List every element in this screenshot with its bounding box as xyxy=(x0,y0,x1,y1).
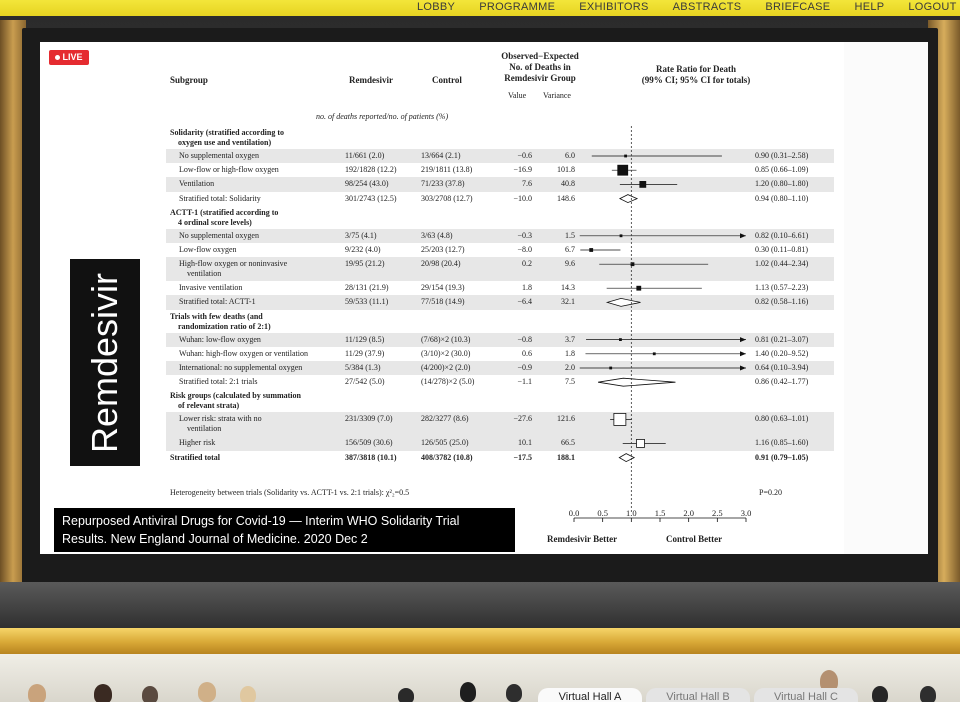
nav-lobby[interactable]: LOBBY xyxy=(417,1,456,13)
heterogeneity-note: Heterogeneity between trials (Solidarity vs. ACTT-1 vs. 2:1 trials): χ²₂=0.5 xyxy=(170,488,410,497)
rate-ratio-ci: 0.94 (0.80–1.10) xyxy=(755,193,809,203)
audience-head xyxy=(398,688,414,702)
variance-value: 121.6 xyxy=(557,414,575,424)
remdesivir-deaths: 28/131 (21.9) xyxy=(345,283,389,293)
remdesivir-deaths: 11/129 (8.5) xyxy=(345,334,385,344)
control-deaths: 219/1811 (13.8) xyxy=(421,165,473,175)
live-dot-icon xyxy=(55,55,60,60)
row-label: Wuhan: low-flow oxygen xyxy=(179,334,261,344)
remdesivir-deaths: 5/384 (1.3) xyxy=(345,363,381,372)
nav-help[interactable]: HELP xyxy=(854,1,885,13)
observed-minus-expected: −8.0 xyxy=(517,245,532,254)
rate-ratio-ci: 0.90 (0.31–2.58) xyxy=(755,151,809,160)
variance-value: 9.6 xyxy=(565,259,575,269)
tab-virtual-hall-b[interactable]: Virtual Hall B xyxy=(646,688,750,702)
variance-value: 40.8 xyxy=(561,179,575,189)
ci-arrowhead xyxy=(740,337,746,342)
rate-ratio-ci: 0.64 (0.10–3.94) xyxy=(755,363,809,372)
remdesivir-deaths: 27/542 (5.0) xyxy=(345,377,385,387)
control-deaths: (14/278)×2 (5.0) xyxy=(421,377,475,387)
rate-ratio-ci: 0.30 (0.11–0.81) xyxy=(755,245,809,254)
pooled-estimate-diamond xyxy=(598,378,675,386)
control-deaths: (4/200)×2 (2.0) xyxy=(421,363,471,372)
audience-head xyxy=(920,686,936,702)
control-deaths: 126/505 (25.0) xyxy=(421,438,469,448)
side-banner-text: Remdesivir xyxy=(84,272,125,453)
rate-ratio-ci: 1.16 (0.85–1.60) xyxy=(755,438,809,448)
remdesivir-deaths: 11/661 (2.0) xyxy=(345,151,385,160)
observed-minus-expected: 1.8 xyxy=(522,283,532,293)
observed-minus-expected: −0.3 xyxy=(517,230,532,240)
pooled-estimate-diamond xyxy=(619,454,634,462)
variance-value: 101.8 xyxy=(557,165,575,175)
row-label: No supplemental oxygen xyxy=(179,151,259,160)
rate-ratio-ci: 1.20 (0.80–1.80) xyxy=(755,179,809,189)
remdesivir-deaths: 156/509 (30.6) xyxy=(345,438,393,448)
audience-head xyxy=(240,686,256,702)
header-rr-line-2: (99% CI; 95% CI for totals) xyxy=(641,75,751,85)
audience-head xyxy=(142,686,158,702)
row-label-continued: ventilation xyxy=(187,269,222,279)
point-estimate-square xyxy=(590,249,593,252)
citation-caption xyxy=(54,508,515,552)
stage-ledge xyxy=(0,582,960,630)
nav-logout[interactable]: LOGOUT xyxy=(908,1,957,13)
control-deaths: (3/10)×2 (30.0) xyxy=(421,348,471,358)
observed-minus-expected: −27.6 xyxy=(513,414,532,424)
control-deaths: 77/518 (14.9) xyxy=(421,297,465,307)
point-estimate-square xyxy=(618,165,628,175)
x-axis-tick-label: 3.0 xyxy=(740,508,752,518)
point-estimate-square xyxy=(610,367,612,369)
observed-minus-expected: −10.0 xyxy=(513,193,532,203)
forest-plot xyxy=(40,42,844,554)
rate-ratio-ci: 0.86 (0.42–1.77) xyxy=(755,377,809,387)
point-estimate-square xyxy=(614,413,626,425)
observed-minus-expected: 0.2 xyxy=(522,259,532,269)
header-oe-line-2: No. of Deaths in xyxy=(509,62,571,72)
remdesivir-deaths: 11/29 (37.9) xyxy=(345,348,385,358)
audience-head xyxy=(94,684,112,702)
x-axis-tick-label: 0.5 xyxy=(597,508,608,518)
top-navigation-bar xyxy=(0,0,960,16)
tab-virtual-hall-c[interactable]: Virtual Hall C xyxy=(754,688,858,702)
nav-programme[interactable]: PROGRAMME xyxy=(479,1,556,13)
observed-minus-expected: −0.6 xyxy=(517,151,532,160)
audience-head xyxy=(506,684,522,702)
rate-ratio-ci: 1.40 (0.20–9.52) xyxy=(755,348,809,358)
observed-minus-expected: −17.5 xyxy=(513,452,532,462)
variance-value: 3.7 xyxy=(565,334,575,344)
control-deaths: 408/3782 (10.8) xyxy=(421,452,473,462)
rate-ratio-ci: 0.82 (0.10–6.61) xyxy=(755,230,809,240)
group-heading: Risk groups (calculated by summation xyxy=(170,391,301,401)
header-value: Value xyxy=(508,91,527,100)
control-deaths: 282/3277 (8.6) xyxy=(421,414,469,424)
group-heading: ACTT-1 (stratified according to xyxy=(170,207,279,217)
group-heading: Trials with few deaths (and xyxy=(170,311,263,321)
remdesivir-deaths: 19/95 (21.2) xyxy=(345,259,385,269)
row-label: No supplemental oxygen xyxy=(179,230,259,240)
audience-head xyxy=(28,684,46,702)
remdesivir-deaths: 387/3818 (10.1) xyxy=(345,452,397,462)
remdesivir-deaths: 9/232 (4.0) xyxy=(345,245,381,254)
row-label: Invasive ventilation xyxy=(179,283,243,293)
favor-control-label: Control Better xyxy=(666,534,723,544)
row-label: Higher risk xyxy=(179,438,216,448)
citation-line-2: Results. New England Journal of Medicine. 2020 Dec 2 xyxy=(62,532,368,546)
observed-minus-expected: −0.8 xyxy=(517,334,532,344)
variance-value: 1.5 xyxy=(565,230,575,240)
control-deaths: 29/154 (19.3) xyxy=(421,283,465,293)
control-deaths: 71/233 (37.8) xyxy=(421,179,465,189)
row-label: Low-flow oxygen xyxy=(179,245,237,254)
rate-ratio-ci: 1.13 (0.57–2.23) xyxy=(755,283,809,293)
presentation-slide xyxy=(40,42,844,554)
remdesivir-deaths: 301/2743 (12.5) xyxy=(345,193,397,203)
variance-value: 7.5 xyxy=(565,377,575,387)
observed-minus-expected: 7.6 xyxy=(522,179,532,189)
row-label: Wuhan: high-flow oxygen or ventilation xyxy=(179,348,308,358)
header-control: Control xyxy=(432,75,462,85)
control-deaths: 25/203 (12.7) xyxy=(421,245,465,254)
audience-head xyxy=(460,682,476,702)
rate-ratio-ci: 0.80 (0.63–1.01) xyxy=(755,414,809,424)
nav-exhibitors[interactable]: EXHIBITORS xyxy=(579,1,649,13)
group-heading: Solidarity (stratified according to xyxy=(170,128,284,137)
group-heading-continued: randomization ratio of 2:1) xyxy=(178,321,271,331)
live-badge xyxy=(49,50,89,65)
x-axis-tick-label: 1.0 xyxy=(626,508,637,518)
rate-ratio-ci: 0.85 (0.66–1.09) xyxy=(755,165,809,175)
row-label: Lower risk: strata with no xyxy=(179,414,262,424)
favor-remdesivir-label: Remdesivir Better xyxy=(547,534,618,544)
ci-arrowhead xyxy=(740,366,746,371)
header-variance: Variance xyxy=(543,91,571,100)
variance-value: 2.0 xyxy=(565,363,575,372)
audience-head xyxy=(872,686,888,702)
rate-ratio-ci: 0.91 (0.79–1.05) xyxy=(755,452,809,462)
row-label: High-flow oxygen or noninvasive xyxy=(179,259,288,269)
rate-ratio-ci: 1.02 (0.44–2.34) xyxy=(755,259,809,269)
row-label: Stratified total: 2:1 trials xyxy=(179,377,258,387)
variance-value: 1.8 xyxy=(565,348,575,358)
variance-value: 66.5 xyxy=(561,438,575,448)
point-estimate-square xyxy=(640,181,646,187)
point-estimate-square xyxy=(653,353,655,355)
rate-ratio-ci: 0.82 (0.58–1.16) xyxy=(755,297,809,307)
header-remdesivir: Remdesivir xyxy=(349,75,393,85)
audience-head xyxy=(198,682,216,702)
variance-value: 32.1 xyxy=(561,297,575,307)
point-estimate-square xyxy=(625,155,627,157)
x-axis-tick-label: 2.0 xyxy=(683,508,694,518)
nav-abstracts[interactable]: ABSTRACTS xyxy=(672,1,742,13)
row-label: Stratified total: ACTT-1 xyxy=(179,297,256,307)
units-note: no. of deaths reported/no. of patients (%) xyxy=(316,112,449,121)
remdesivir-deaths: 98/254 (43.0) xyxy=(345,179,389,189)
stage-gold-rail xyxy=(0,628,960,654)
variance-value: 6.7 xyxy=(565,245,575,254)
rate-ratio-ci: 0.81 (0.21–3.07) xyxy=(755,334,809,344)
point-estimate-square xyxy=(619,339,621,341)
variance-value: 14.3 xyxy=(561,283,575,293)
variance-value: 148.6 xyxy=(557,193,575,203)
observed-minus-expected: −6.4 xyxy=(517,297,532,307)
group-heading-continued: of relevant strata) xyxy=(178,401,240,411)
group-heading-continued: oxygen use and ventilation) xyxy=(178,138,272,147)
control-deaths: (7/68)×2 (10.3) xyxy=(421,334,471,344)
control-deaths: 20/98 (20.4) xyxy=(421,259,461,269)
row-label: International: no supplemental oxygen xyxy=(179,363,303,372)
point-estimate-square xyxy=(637,286,641,290)
observed-minus-expected: 10.1 xyxy=(518,438,532,448)
control-deaths: 13/664 (2.1) xyxy=(421,151,461,160)
row-label: Low-flow or high-flow oxygen xyxy=(179,165,279,175)
row-label: Ventilation xyxy=(179,179,215,189)
header-subgroup: Subgroup xyxy=(170,75,208,85)
pooled-estimate-diamond xyxy=(607,298,640,306)
header-oe-line-1: Observed−Expected xyxy=(501,51,579,61)
observed-minus-expected: −1.1 xyxy=(517,377,532,387)
control-deaths: 3/63 (4.8) xyxy=(421,230,453,240)
group-heading-continued: 4 ordinal score levels) xyxy=(178,217,252,227)
control-deaths: 303/2708 (12.7) xyxy=(421,193,473,203)
hall-tab-bar xyxy=(538,688,862,702)
point-estimate-square xyxy=(620,235,622,237)
remdesivir-deaths: 3/75 (4.1) xyxy=(345,230,377,240)
heterogeneity-p-value: P=0.20 xyxy=(759,488,782,497)
x-axis-tick-label: 1.5 xyxy=(654,508,666,518)
nav-menu xyxy=(405,0,960,16)
remdesivir-deaths: 59/533 (11.1) xyxy=(345,297,389,307)
x-axis-tick-label: 2.5 xyxy=(712,508,723,518)
row-label-continued: ventilation xyxy=(187,424,222,434)
row-label: Stratified total: Solidarity xyxy=(179,193,261,203)
variance-value: 6.0 xyxy=(565,151,575,160)
point-estimate-square xyxy=(637,439,645,447)
header-oe-line-3: Remdesivir Group xyxy=(504,73,576,83)
live-label: LIVE xyxy=(62,52,83,62)
variance-value: 188.1 xyxy=(557,452,575,462)
nav-briefcase[interactable]: BRIEFCASE xyxy=(765,1,831,13)
remdesivir-deaths: 192/1828 (12.2) xyxy=(345,165,397,175)
observed-minus-expected: −16.9 xyxy=(513,165,532,175)
x-axis-tick-label: 0.0 xyxy=(568,508,580,518)
citation-line-1: Repurposed Antiviral Drugs for Covid-19 — Interim WHO Solidarity Trial xyxy=(62,514,460,528)
tab-virtual-hall-a[interactable]: Virtual Hall A xyxy=(538,688,642,702)
row-label: Stratified total xyxy=(170,452,220,462)
remdesivir-side-banner xyxy=(70,259,140,466)
header-rr-line-1: Rate Ratio for Death xyxy=(655,64,737,74)
observed-minus-expected: −0.9 xyxy=(517,363,532,372)
ci-arrowhead xyxy=(740,351,746,356)
pooled-estimate-diamond xyxy=(620,195,637,203)
slide-right-margin xyxy=(844,42,928,554)
remdesivir-deaths: 231/3309 (7.0) xyxy=(345,414,393,424)
observed-minus-expected: 0.6 xyxy=(522,348,532,358)
ci-arrowhead xyxy=(740,233,746,238)
